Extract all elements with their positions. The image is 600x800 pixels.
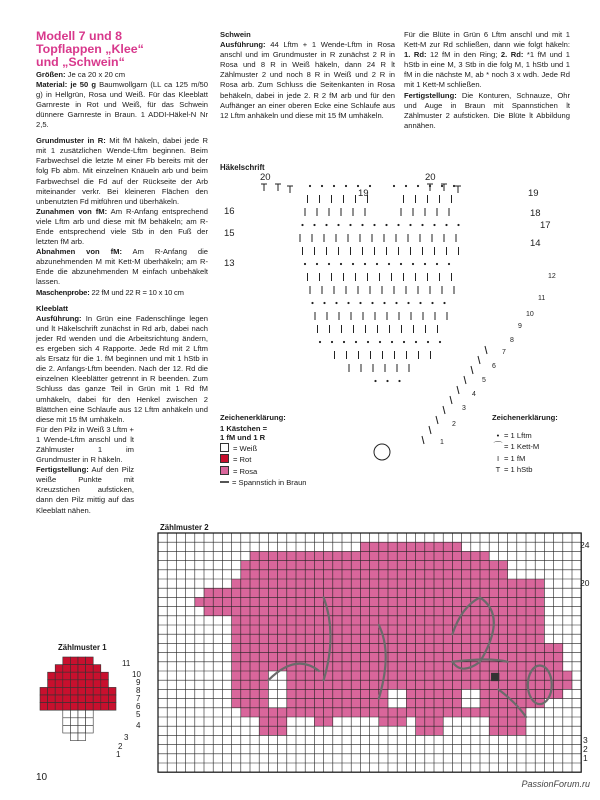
crochet-row-number: 19 — [528, 188, 539, 199]
crochet-lftm — [340, 263, 342, 265]
crochet-lftm — [309, 185, 311, 187]
legend-symbols-head: Zeichenerklärung: — [492, 413, 558, 422]
crochet-row-number: 4 — [472, 391, 476, 398]
mushroom-cell — [93, 703, 101, 711]
crochet-row-number: 2 — [452, 421, 456, 428]
legend-item-lftm: • = 1 Lftm — [496, 430, 532, 440]
column-left — [36, 30, 208, 516]
mushroom-cell — [63, 680, 71, 688]
zaehlmuster2-label: Zählmuster 2 — [160, 523, 209, 532]
mushroom-cell — [70, 710, 78, 718]
crochet-fm — [436, 416, 438, 424]
mushroom-cell — [78, 680, 86, 688]
crochet-fm — [471, 366, 473, 374]
crochet-lftm — [385, 224, 387, 226]
zm1-row-number: 1 — [116, 750, 121, 759]
mushroom-cell — [93, 680, 101, 688]
crochet-lftm — [457, 224, 459, 226]
crochet-lftm — [386, 380, 388, 382]
mushroom-cell — [63, 687, 71, 695]
heading-schwein: Schwein — [220, 30, 251, 39]
mushroom-cell — [40, 703, 48, 711]
zm1-row-number: 7 — [136, 694, 141, 703]
chart-pattern-pig — [158, 533, 582, 765]
mushroom-cell — [86, 718, 94, 726]
zm1-row-number: 11 — [122, 659, 131, 668]
legend-item-fm: I = 1 fM — [496, 453, 526, 463]
mushroom-cell — [93, 672, 101, 680]
legend-item-kettm: ⌒ = 1 Kett-M — [493, 441, 540, 451]
crochet-lftm — [359, 302, 361, 304]
mushroom-cell — [86, 672, 94, 680]
crochet-lftm — [388, 263, 390, 265]
mushroom-cell — [55, 695, 63, 703]
crochet-lftm — [335, 302, 337, 304]
page-number: 10 — [36, 772, 48, 783]
crochet-lftm — [328, 263, 330, 265]
crochet-fm — [464, 376, 466, 384]
crochet-lftm — [373, 224, 375, 226]
crochet-lftm — [395, 302, 397, 304]
crochet-lftm — [431, 302, 433, 304]
mushroom-cell — [78, 687, 86, 695]
zm2-row-24: 24 — [580, 540, 590, 550]
zm1-row-number: 9 — [136, 678, 141, 687]
legend-symbols — [492, 412, 558, 476]
watermark: PassionForum.ru — [521, 779, 590, 789]
text-kleeblatt-ausfuehrung: Ausführung: In Grün eine Fadenschlinge legen und lt Häkelschrift zunächst in Rd arb, dabei nach jeder Rd wenden und die Arbeitsrichtung ändern, es ergeben sich 4 Rapporte. Jede Rd mit 2 Lftm als Ersatz für die 1. fM beginnen und mit 1 hStb in die 2. Anfangs-Lftm beenden. Nach der 12. Rd die einzelnen Kleeblätter getrennt in R beenden. Zum Schluss das ganze Teil in Grün mit 1 Rd fM umhäkeln, dabei für den Henkel zwischen 2 Blättchen eine Schlaufe aus 12 Lftm anhäkeln und diese mit 15 fM umhäkeln. — [36, 313, 208, 424]
crochet-row-number: 1 — [440, 439, 444, 446]
crochet-lftm — [445, 224, 447, 226]
text-material: Material: je 50 g Baumwollgarn (LL ca 125 m/50 g) in Hellgrün, Rosa und Weiß. Für das Kleeblatt Garnreste in Rot und Weiß, für das Schwein dünnere Garnreste in Braun. 1 ADDI-Häkel-N Nr 2,5. — [36, 79, 208, 130]
zm1-row-number: 2 — [118, 742, 123, 751]
mushroom-cell — [70, 672, 78, 680]
legend-item-red: = Rot — [220, 454, 307, 466]
crochet-lftm — [304, 263, 306, 265]
mushroom-cell — [40, 687, 48, 695]
text-groessen: Größen: Je ca 20 x 20 cm — [36, 69, 126, 79]
mushroom-cell — [55, 680, 63, 688]
legend-item-hstb: T = 1 hStb — [495, 465, 533, 474]
crochet-lftm — [301, 224, 303, 226]
mushroom-cell — [63, 665, 71, 673]
mushroom-cell — [78, 703, 86, 711]
mushroom-cell — [70, 687, 78, 695]
crochet-lftm — [371, 302, 373, 304]
zm2-row-1: 1 — [583, 753, 588, 763]
mushroom-cell — [101, 687, 109, 695]
crochet-row-number: 13 — [224, 258, 235, 269]
crochet-lftm — [319, 341, 321, 343]
mushroom-cell — [78, 725, 86, 733]
crochet-lftm — [407, 302, 409, 304]
crochet-row-number: 8 — [510, 337, 514, 344]
mushroom-cell — [63, 718, 71, 726]
haekelschrift-label: Häkelschrift — [220, 163, 265, 172]
crochet-lftm — [424, 263, 426, 265]
crochet-fm — [422, 436, 424, 444]
zm1-row-number: 3 — [124, 733, 129, 742]
zaehlmuster1-label: Zählmuster 1 — [58, 643, 107, 652]
crochet-lftm — [321, 185, 323, 187]
crochet-row-number: 20 — [260, 172, 271, 183]
mushroom-cell — [70, 733, 78, 741]
crochet-lftm — [439, 341, 441, 343]
crochet-row-number: 10 — [526, 311, 534, 318]
mushroom-cell — [86, 703, 94, 711]
crochet-lftm — [369, 185, 371, 187]
text-kleeblatt-fertig: Fertigstellung: Auf den Pilz weiße Punkte mit Kreuzstichen aufsticken, dann den Pilz mittig auf das Kleeblatt nähen. — [36, 465, 134, 515]
mushroom-cell — [86, 657, 94, 665]
mushroom-cell — [78, 710, 86, 718]
crochet-lftm — [393, 185, 395, 187]
mushroom-cell — [70, 703, 78, 711]
zm2-row-2: 2 — [583, 744, 588, 754]
mushroom-cell — [86, 710, 94, 718]
mushroom-cell — [55, 672, 63, 680]
mushroom-cell — [63, 710, 71, 718]
mushroom-cell — [108, 703, 116, 711]
crochet-lftm — [343, 341, 345, 343]
crochet-lftm — [357, 185, 359, 187]
crochet-lftm — [441, 185, 443, 187]
crochet-lftm — [323, 302, 325, 304]
zm1-row-number: 10 — [132, 670, 141, 679]
crochet-lftm — [448, 263, 450, 265]
legend-item-brown: = Spannstich in Braun — [220, 477, 307, 489]
crochet-lftm — [316, 263, 318, 265]
mushroom-cell — [101, 680, 109, 688]
mushroom-cell — [93, 695, 101, 703]
mushroom-cell — [86, 695, 94, 703]
crochet-row-number: 6 — [492, 363, 496, 370]
crochet-lftm — [379, 341, 381, 343]
mushroom-cell — [86, 680, 94, 688]
pig-cell-block — [259, 708, 287, 736]
mushroom-cell — [78, 695, 86, 703]
crochet-lftm — [347, 302, 349, 304]
crochet-fm — [429, 426, 431, 434]
mushroom-cell — [63, 695, 71, 703]
crochet-fm — [450, 396, 452, 404]
zm2-row-20: 20 — [580, 578, 590, 588]
mushroom-cell — [86, 687, 94, 695]
mushroom-cell — [108, 695, 116, 703]
crochet-lftm — [367, 341, 369, 343]
crochet-lftm — [397, 224, 399, 226]
mushroom-cell — [101, 672, 109, 680]
crochet-lftm — [443, 302, 445, 304]
mushroom-cell — [48, 672, 56, 680]
mushroom-cell — [63, 672, 71, 680]
crochet-lftm — [421, 224, 423, 226]
legend-colors-sub: 1 Kästchen = 1 fM und 1 R — [220, 423, 268, 442]
mushroom-cell — [55, 665, 63, 673]
zm2-row-3: 3 — [583, 735, 588, 745]
crochet-lftm — [349, 224, 351, 226]
crochet-lftm — [391, 341, 393, 343]
mushroom-cell — [48, 703, 56, 711]
crochet-lftm — [383, 302, 385, 304]
crochet-lftm — [311, 302, 313, 304]
crochet-row-number: 14 — [530, 238, 541, 249]
crochet-lftm — [453, 185, 455, 187]
mushroom-cell — [78, 657, 86, 665]
text-schwein-ausfuehrung: Ausführung: 44 Lftm + 1 Wende-Lftm in Rosa anschl und im Grundmuster in R zunächst 2 R in Rosa und 8 R in Weiß häkeln, dann 24 R lt Zählmuster 2 und noch 8 R in Weiß und 2 R in Rosa arb. Zum Schluss die Seitenkanten in Rosa behäkeln, dabei in jede 2. R 2 fM arb und für den Aufhänger an einer oberen Ecke eine Schlaufe aus 12 Lftm anhäkeln und diese mit 15 fM umhäkeln. — [220, 40, 395, 120]
text-grundmuster: Grundmuster in R: Mit fM häkeln, dabei jede R mit 1 zusätzlichen Wende-Lftm beginnen. Beim Farbwechsel die letzte M einer Fb bereits mit der folg Fb abm. Mit einzelnen Knäueln arb und beim Farbwechsel die Fd auf der Rückseite der Arb miteinander verkr. Bei kleineren Flächen den unbenutzten Fd mitführen und überhäkeln. — [36, 136, 208, 206]
heading-kleeblatt: Kleeblatt — [36, 303, 69, 313]
text-fertigstellung: Fertigstellung: Die Konturen, Schnauze, Ohr und Auge in Braun mit Spannstichen lt Zählmuster 2 aufsticken. Die Blüte lt Abbildung annähen. — [404, 90, 570, 130]
zm1-row-number: 6 — [136, 702, 141, 711]
crochet-fm — [485, 346, 487, 354]
crochet-lftm — [436, 263, 438, 265]
legend-item-white: = Weiß — [220, 443, 307, 455]
crochet-lftm — [417, 185, 419, 187]
mushroom-cell — [108, 687, 116, 695]
crochet-lftm — [325, 224, 327, 226]
text-kleeblatt-pilz: Für den Pilz in Weiß 3 Lftm + 1 Wende-Lftm anschl und lt Zählmuster 1 im Grundmuster in R häkeln. — [36, 424, 134, 465]
text-maschenprobe: Maschenprobe: 22 fM und 22 R = 10 x 10 cm — [36, 287, 184, 297]
mushroom-cell — [78, 733, 86, 741]
crochet-row-number: 19 — [358, 188, 369, 199]
crochet-lftm — [355, 341, 357, 343]
crochet-lftm — [364, 263, 366, 265]
mushroom-cell — [78, 718, 86, 726]
crochet-row-number: 15 — [224, 228, 235, 239]
crochet-lftm — [409, 224, 411, 226]
mushroom-cell — [86, 725, 94, 733]
mushroom-cell — [55, 687, 63, 695]
crochet-row-number: 16 — [224, 206, 235, 217]
legend-item-pink: = Rosa — [220, 466, 307, 478]
legend-colors-head: Zeichenerklärung: — [220, 413, 286, 422]
crochet-lftm — [376, 263, 378, 265]
text-abnahmen: Abnahmen von fM: Am R-Anfang die abzunehmenden M mit Kett-M überhäkeln; am R-Ende die abzunehmenden M einfach unbehäkelt lassen. — [36, 247, 208, 287]
crochet-row-number: 9 — [518, 323, 522, 330]
text-bluete: Für die Blüte in Grün 6 Lftm anschl und mit 1 Kett-M zur Rd schließen, dann wie folgt häkeln: 1. Rd: 12 fM in den Ring; 2. Rd: *1 fM und 1 hStb in eine M, 3 Stb in die folg M, 1 hStb und 1 fM in die nächste M, ab * noch 3 x wdh. Jede Rd mit 1 Kett-M schließen. — [404, 30, 570, 90]
crochet-row-number: 11 — [538, 295, 546, 302]
column-right — [404, 30, 570, 131]
crochet-lftm — [400, 263, 402, 265]
mushroom-cell — [78, 672, 86, 680]
column-middle — [220, 30, 395, 121]
mushroom-cell — [70, 718, 78, 726]
mushroom-cell — [63, 725, 71, 733]
crochet-lftm — [361, 224, 363, 226]
mushroom-cell — [48, 687, 56, 695]
crochet-lftm — [403, 341, 405, 343]
crochet-lftm — [415, 341, 417, 343]
mushroom-cell — [70, 657, 78, 665]
mushroom-cells — [40, 657, 116, 741]
mushroom-cell — [48, 695, 56, 703]
crochet-row-number: 12 — [548, 273, 556, 280]
pig-eye — [491, 673, 499, 681]
crochet-lftm — [412, 263, 414, 265]
mushroom-cell — [70, 680, 78, 688]
zm1-row-number: 5 — [136, 710, 141, 719]
pig-cell-block — [416, 708, 444, 736]
crochet-row-number: 3 — [462, 405, 466, 412]
crochet-lftm — [374, 380, 376, 382]
crochet-fm — [443, 406, 445, 414]
crochet-fm — [457, 386, 459, 394]
crochet-ring — [374, 444, 390, 460]
text-zunahmen: Zunahmen von fM: Am R-Anfang entsprechend viele Lftm arb und diese mit fM behäkeln; am R-Ende entsprechend viele Stb in den Fuß der letzten fM arb. — [36, 206, 208, 247]
page-title: Modell 7 und 8 Topflappen „Klee“ und „Schwein“ — [36, 29, 144, 70]
mushroom-cell — [63, 657, 71, 665]
mushroom-cell — [70, 665, 78, 673]
zm1-row-number: 4 — [136, 721, 141, 730]
mushroom-cell — [78, 665, 86, 673]
mushroom-cell — [40, 695, 48, 703]
crochet-lftm — [433, 224, 435, 226]
mushroom-cell — [63, 703, 71, 711]
mushroom-cell — [70, 725, 78, 733]
mushroom-cell — [86, 665, 94, 673]
mushroom-cell — [93, 687, 101, 695]
crochet-lftm — [398, 380, 400, 382]
mushroom-cell — [101, 703, 109, 711]
mushroom-cell — [101, 695, 109, 703]
legend-colors — [220, 412, 307, 489]
mushroom-cell — [55, 703, 63, 711]
crochet-lftm — [331, 341, 333, 343]
crochet-row-number: 5 — [482, 377, 486, 384]
zm1-row-number: 8 — [136, 686, 141, 695]
crochet-lftm — [345, 185, 347, 187]
crochet-lftm — [405, 185, 407, 187]
crochet-lftm — [333, 185, 335, 187]
mushroom-cell — [48, 680, 56, 688]
crochet-lftm — [337, 224, 339, 226]
crochet-lftm — [352, 263, 354, 265]
crochet-lftm — [419, 302, 421, 304]
mushroom-cell — [93, 665, 101, 673]
crochet-lftm — [427, 341, 429, 343]
crochet-row-number: 18 — [530, 208, 541, 219]
grid-lines — [158, 533, 581, 772]
crochet-row-number: 20 — [425, 172, 436, 183]
mushroom-cell — [70, 695, 78, 703]
crochet-row-number: 7 — [502, 349, 506, 356]
crochet-fm — [478, 356, 480, 364]
crochet-row-number: 17 — [540, 220, 551, 231]
crochet-lftm — [313, 224, 315, 226]
